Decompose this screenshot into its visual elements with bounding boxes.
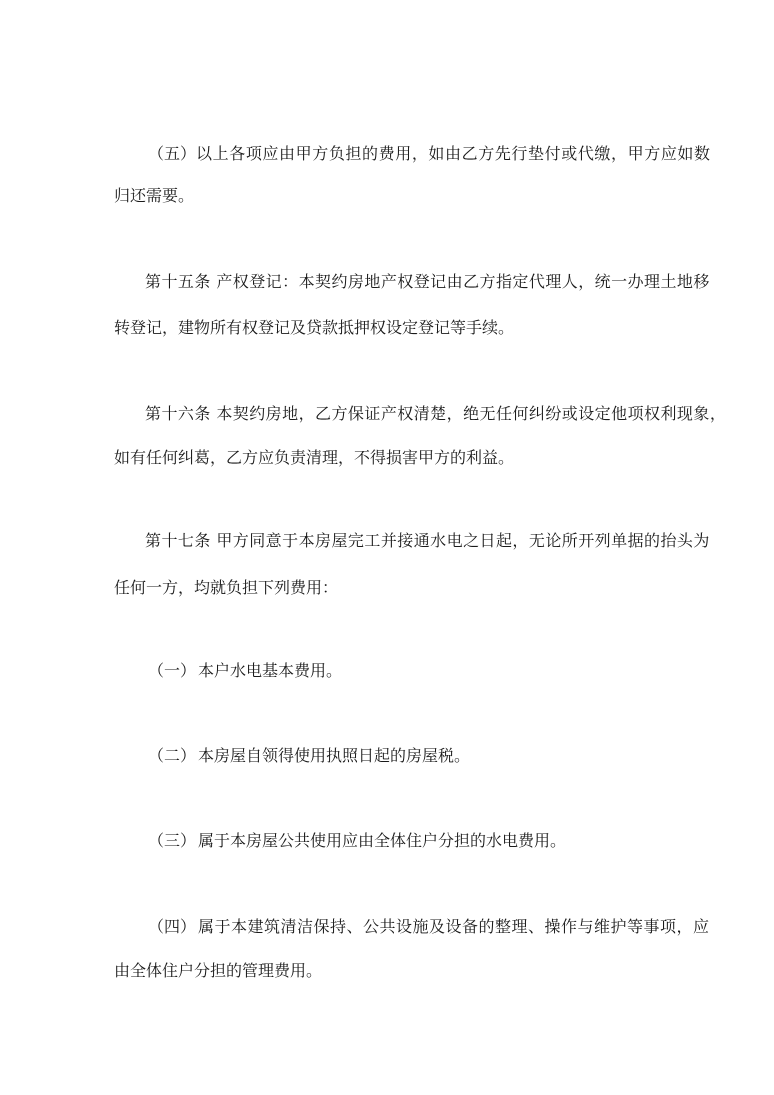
paragraph-item-5-line1 <box>148 144 711 164</box>
item-4-text-line2: 由全体住户分担的管理费用。 <box>114 961 323 980</box>
item-2-number: （二） <box>148 746 197 765</box>
item-4-text-line1: 属于本建筑清洁保持、公共设施及设备的整理、操作与维护等事项，应 <box>198 917 710 936</box>
article-15-line1: 第十五条 产权登记：本契约房地产权登记由乙方指定代理人，统一办理土地移 <box>145 272 710 291</box>
item-2-text: 本房屋自领得使用执照日起的房屋税。 <box>198 746 471 765</box>
article-16-line1: 第十六条 本契约房地，乙方保证产权清楚，绝无任何纠纷或设定他项权利现象， <box>145 404 727 423</box>
item-5-text-line1: 以上各项应由甲方负担的费用，如由乙方先行垫付或代缴，甲方应如数 <box>196 144 711 163</box>
item-5-number: （五） <box>148 144 197 163</box>
item-3-text: 属于本房屋公共使用应由全体住户分担的水电费用。 <box>198 831 567 850</box>
article-17-line1: 第十七条 甲方同意于本房屋完工并接通水电之日起，无论所开列单据的抬头为 <box>145 531 710 550</box>
article-16-line2: 如有任何纠葛，乙方应负责清理，不得损害甲方的利益。 <box>114 448 515 467</box>
item-1-number: （一） <box>148 661 197 680</box>
item-4-number: （四） <box>148 917 197 936</box>
item-1-text: 本户水电基本费用。 <box>198 661 343 680</box>
item-3-number: （三） <box>148 831 197 850</box>
paragraph-item-5-line2: 归还需要。 <box>114 186 195 205</box>
article-15-line2: 转登记，建物所有权登记及贷款抵押权设定登记等手续。 <box>114 318 515 337</box>
article-17-line2: 任何一方，均就负担下列费用： <box>114 578 339 597</box>
